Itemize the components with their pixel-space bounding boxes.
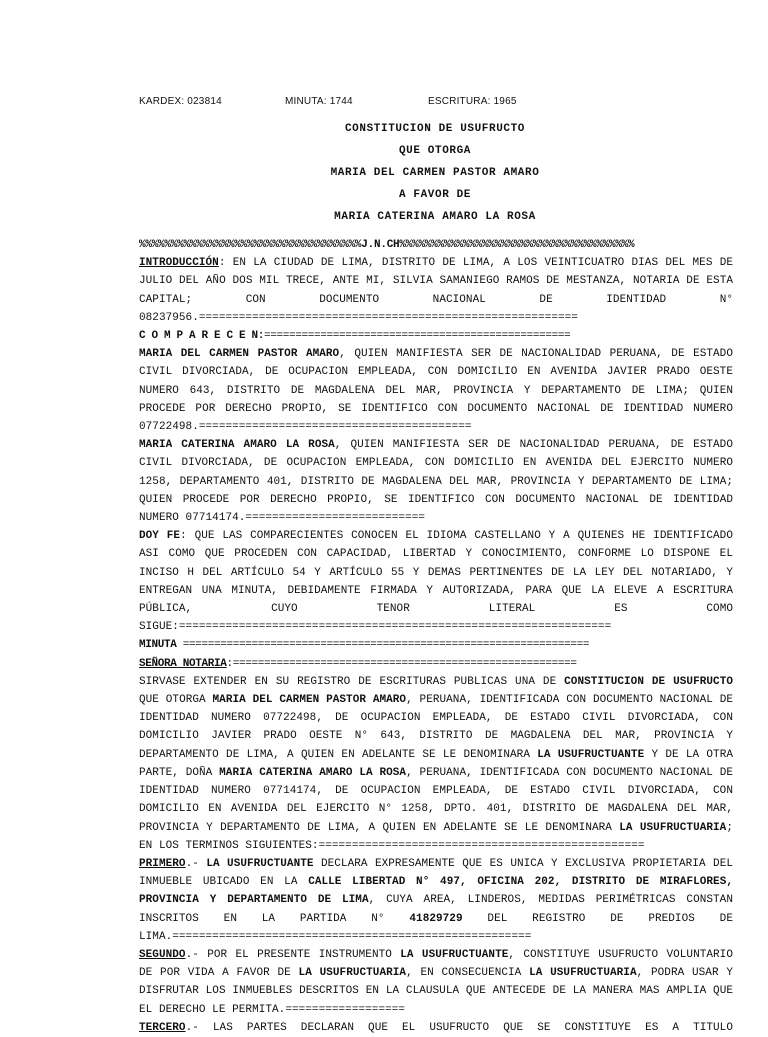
tercero-paragraph: [139, 1019, 733, 1037]
kardex-number: KARDEX: 023814: [139, 96, 222, 107]
party2-name: MARIA CATERINA AMARO LA ROSA: [139, 439, 335, 452]
clause-bold-text: LA USUFRUCTUARIA: [298, 967, 407, 980]
title-line: MARIA CATERINA AMARO LA ROSA: [334, 211, 536, 223]
minuta-number: MINUTA: 1744: [285, 96, 353, 107]
minuta-text: Y DE LA OTRA PARTE, DOÑA: [139, 748, 733, 779]
party1-text: , QUIEN MANIFIESTA SER DE NACIONALIDAD PERUANA, DE ESTADO CIVIL DIVORCIADA, DE OCUPACION EMPLEADA, CON DOMICILIO EN AVENIDA JAVIER PRADO OESTE NUMERO 643, DISTRITO DE MAGDALENA DEL MAR, PROVINCIA Y DEPARTAMENTO DE LIMA; QUIEN PROCEDE POR DERECHO PROPIO, SE IDENTIFICO CON DOCUMENTO NACIONAL DE IDENTIDAD NUMERO 07722498.=========================================: [139, 348, 733, 434]
comparecen-fill: =================================================: [264, 330, 571, 343]
clause-text: , EN CONSECUENCIA: [406, 967, 530, 980]
title-line: QUE OTORGA: [398, 145, 471, 157]
document-body: [139, 236, 733, 1037]
primero-paragraph: [139, 855, 733, 946]
clause-text: .- LAS PARTES DECLARAN QUE EL USUFRUCTO QUE SE CONSTITUYE ES A TITULO: [185, 1021, 733, 1034]
doy-fe-text: : QUE LAS COMPARECIENTES CONOCEN EL IDIOMA CASTELLANO Y A QUIENES HE IDENTIFICADO ASI COMO QUE PROCEDEN CON CAPACIDAD, LIBERTAD Y CONOCIMIENTO, CONFORME LO DISPONE EL INCISO H DEL ARTÍCULO 54 Y ARTÍCULO 55 Y DEMAS PERTINENTES DE LA LEY DEL NOTARIADO, Y ENTREGAN UNA MINUTA, DEBIDAMENTE FIRMADA Y AUTORIZADA, PARA QUE LA ELEVE A ESCRITURA PÚBLICA, CUYO TENOR LITERAL ES COMO SIGUE:=================================================================: [139, 530, 733, 634]
clause-bold-text: LA USUFRUCTUANTE: [400, 948, 509, 961]
clause-bold-text: LA USUFRUCTUARIA: [529, 967, 637, 980]
clause-text: DEL REGISTRO DE PREDIOS DE LIMA.======================================================: [139, 912, 733, 943]
clause-text: DECLARA EXPRESAMENTE QUE ES UNICA Y EXCLUSIVA PROPIETARIA DEL INMUEBLE UBICADO EN LA: [139, 857, 733, 889]
minuta-text: , PERUANA, IDENTIFICADA CON DOCUMENTO NACIONAL DE IDENTIDAD NUMERO 07714174, DE OCUPACION EMPLEADA, DE ESTADO CIVIL DIVORCIADA, CON DOMICILIO EN AVENIDA DEL EJERCITO N° 1258, DPTO. 401, DISTRITO DE MAGDALENA DEL MAR, PROVINCIA Y DEPARTAMENTO DE LIMA, A QUIEN EN ADELANTE SE LE DENOMINARA: [139, 766, 733, 834]
minuta-bold-text: LA USUFRUCTUANTE: [537, 748, 645, 761]
comparecen-label: C O M P A R E C E N:: [139, 330, 265, 343]
clause-bold-text: LA USUFRUCTUANTE: [206, 857, 314, 870]
senora-notaria-heading: [139, 655, 733, 673]
document-title-block: [0, 118, 768, 228]
comparecen-heading: [139, 327, 733, 345]
clause-bold-text: CALLE LIBERTAD N° 497, OFICINA 202, DISTRITO DE MIRAFLORES, PROVINCIA Y DEPARTAMENTO DE LIMA: [139, 876, 733, 907]
party1-paragraph: [139, 345, 733, 436]
clause-text: , CUYA AREA, LINDEROS, MEDIDAS PERIMÉTRICAS CONSTAN INSCRITOS EN LA PARTIDA N°: [139, 894, 733, 925]
primero-label: PRIMERO: [139, 857, 186, 870]
introduction-paragraph: [139, 254, 733, 327]
introduction-label: INTRODUCCIÓN: [139, 257, 219, 270]
senora-notaria-fill: :=======================================================: [226, 657, 577, 670]
tercero-label: TERCERO: [139, 1021, 186, 1034]
clause-text: .- POR EL PRESENTE INSTRUMENTO: [185, 948, 401, 961]
minuta-bold-text: MARIA DEL CARMEN PASTOR AMARO: [212, 694, 407, 707]
minuta-bold-text: LA USUFRUCTUARIA: [619, 821, 727, 834]
minuta-heading: [139, 636, 733, 654]
clause-text: , PODRA USAR Y DISFRUTAR LOS INMUEBLES DESCRITOS EN LA CLAUSULA QUE ANTECEDE DE LA MANERA MAS AMPLIA QUE EL DERECHO LE PERMITA.==================: [139, 967, 733, 1016]
title-line: A FAVOR DE: [398, 189, 471, 201]
clause-text: .-: [185, 857, 207, 870]
minuta-bold-text: CONSTITUCION DE USUFRUCTO: [564, 675, 733, 688]
doy-fe-label: DOY FE: [139, 530, 181, 543]
minuta-paragraph: [139, 673, 733, 855]
minuta-label: MINUTA: [139, 639, 177, 652]
senora-notaria-label: SEÑORA NOTARIA: [139, 657, 227, 670]
title-line: MARIA DEL CARMEN PASTOR AMARO: [330, 167, 540, 179]
minuta-text: SIRVASE EXTENDER EN SU REGISTRO DE ESCRITURAS PUBLICAS UNA DE: [139, 675, 565, 688]
minuta-text: ; EN LOS TERMINOS SIGUIENTES:=================================================: [139, 821, 733, 852]
segundo-paragraph: [139, 946, 733, 1019]
clause-text: , CONSTITUYE USUFRUCTO VOLUNTARIO DE POR VIDA A FAVOR DE: [139, 948, 733, 980]
separator-line: %%%%%%%%%%%%%%%%%%%%%%%%%%%%%%%%%%%J.N.CH%%%%%%%%%%%%%%%%%%%%%%%%%%%%%%%%%%%%%: [139, 239, 635, 251]
segundo-label: SEGUNDO: [139, 948, 186, 961]
party2-text: , QUIEN MANIFIESTA SER DE NACIONALIDAD PERUANA, DE ESTADO CIVIL DIVORCIADA, DE OCUPACION EMPLEADA, CON DOMICILIO EN AVENIDA DEL EJERCITO NUMERO 1258, DEPARTAMENTO 401, DISTRITO DE MAGDALENA DEL MAR, PROVINCIA Y DEPARTAMENTO DE LIMA; QUIEN PROCEDE POR DERECHO PROPIO, SE IDENTIFICO CON DOCUMENTO NACIONAL DE IDENTIDAD NUMERO 07714174.===========================: [139, 439, 733, 525]
escritura-number: ESCRITURA: 1965: [428, 96, 517, 107]
minuta-text: , PERUANA, IDENTIFICADA CON DOCUMENTO NACIONAL DE IDENTIDAD NUMERO 07722498, DE OCUPACION EMPLEADA, DE ESTADO CIVIL DIVORCIADA, CON DOMICILIO JAVIER PRADO OESTE N° 643, DISTRITO DE MAGDALENA DEL MAR, PROVINCIA Y DEPARTAMENTO DE LIMA, A QUIEN EN ADELANTE SE LE DENOMINARA: [139, 694, 733, 761]
party2-paragraph: [139, 436, 733, 527]
clause-bold-text: 41829729: [409, 912, 463, 925]
party1-name: MARIA DEL CARMEN PASTOR AMARO: [139, 348, 340, 361]
minuta-text: QUE OTORGA: [139, 694, 213, 707]
minuta-fill: =================================================================: [176, 639, 590, 652]
doy-fe-paragraph: [139, 527, 733, 636]
introduction-text: : EN LA CIUDAD DE LIMA, DISTRITO DE LIMA, A LOS VEINTICUATRO DIAS DEL MES DE JULIO DEL AÑO DOS MIL TRECE, ANTE MI, SILVIA SAMANIEGO RAMOS DE MESTANZA, NOTARIA DE ESTA CAPITAL; CON DOCUMENTO NACIONAL DE IDENTIDAD N° 08237956.=========================================================: [139, 257, 733, 324]
minuta-bold-text: MARIA CATERINA AMARO LA ROSA: [219, 766, 407, 779]
title-line: CONSTITUCION DE USUFRUCTO: [344, 123, 526, 135]
